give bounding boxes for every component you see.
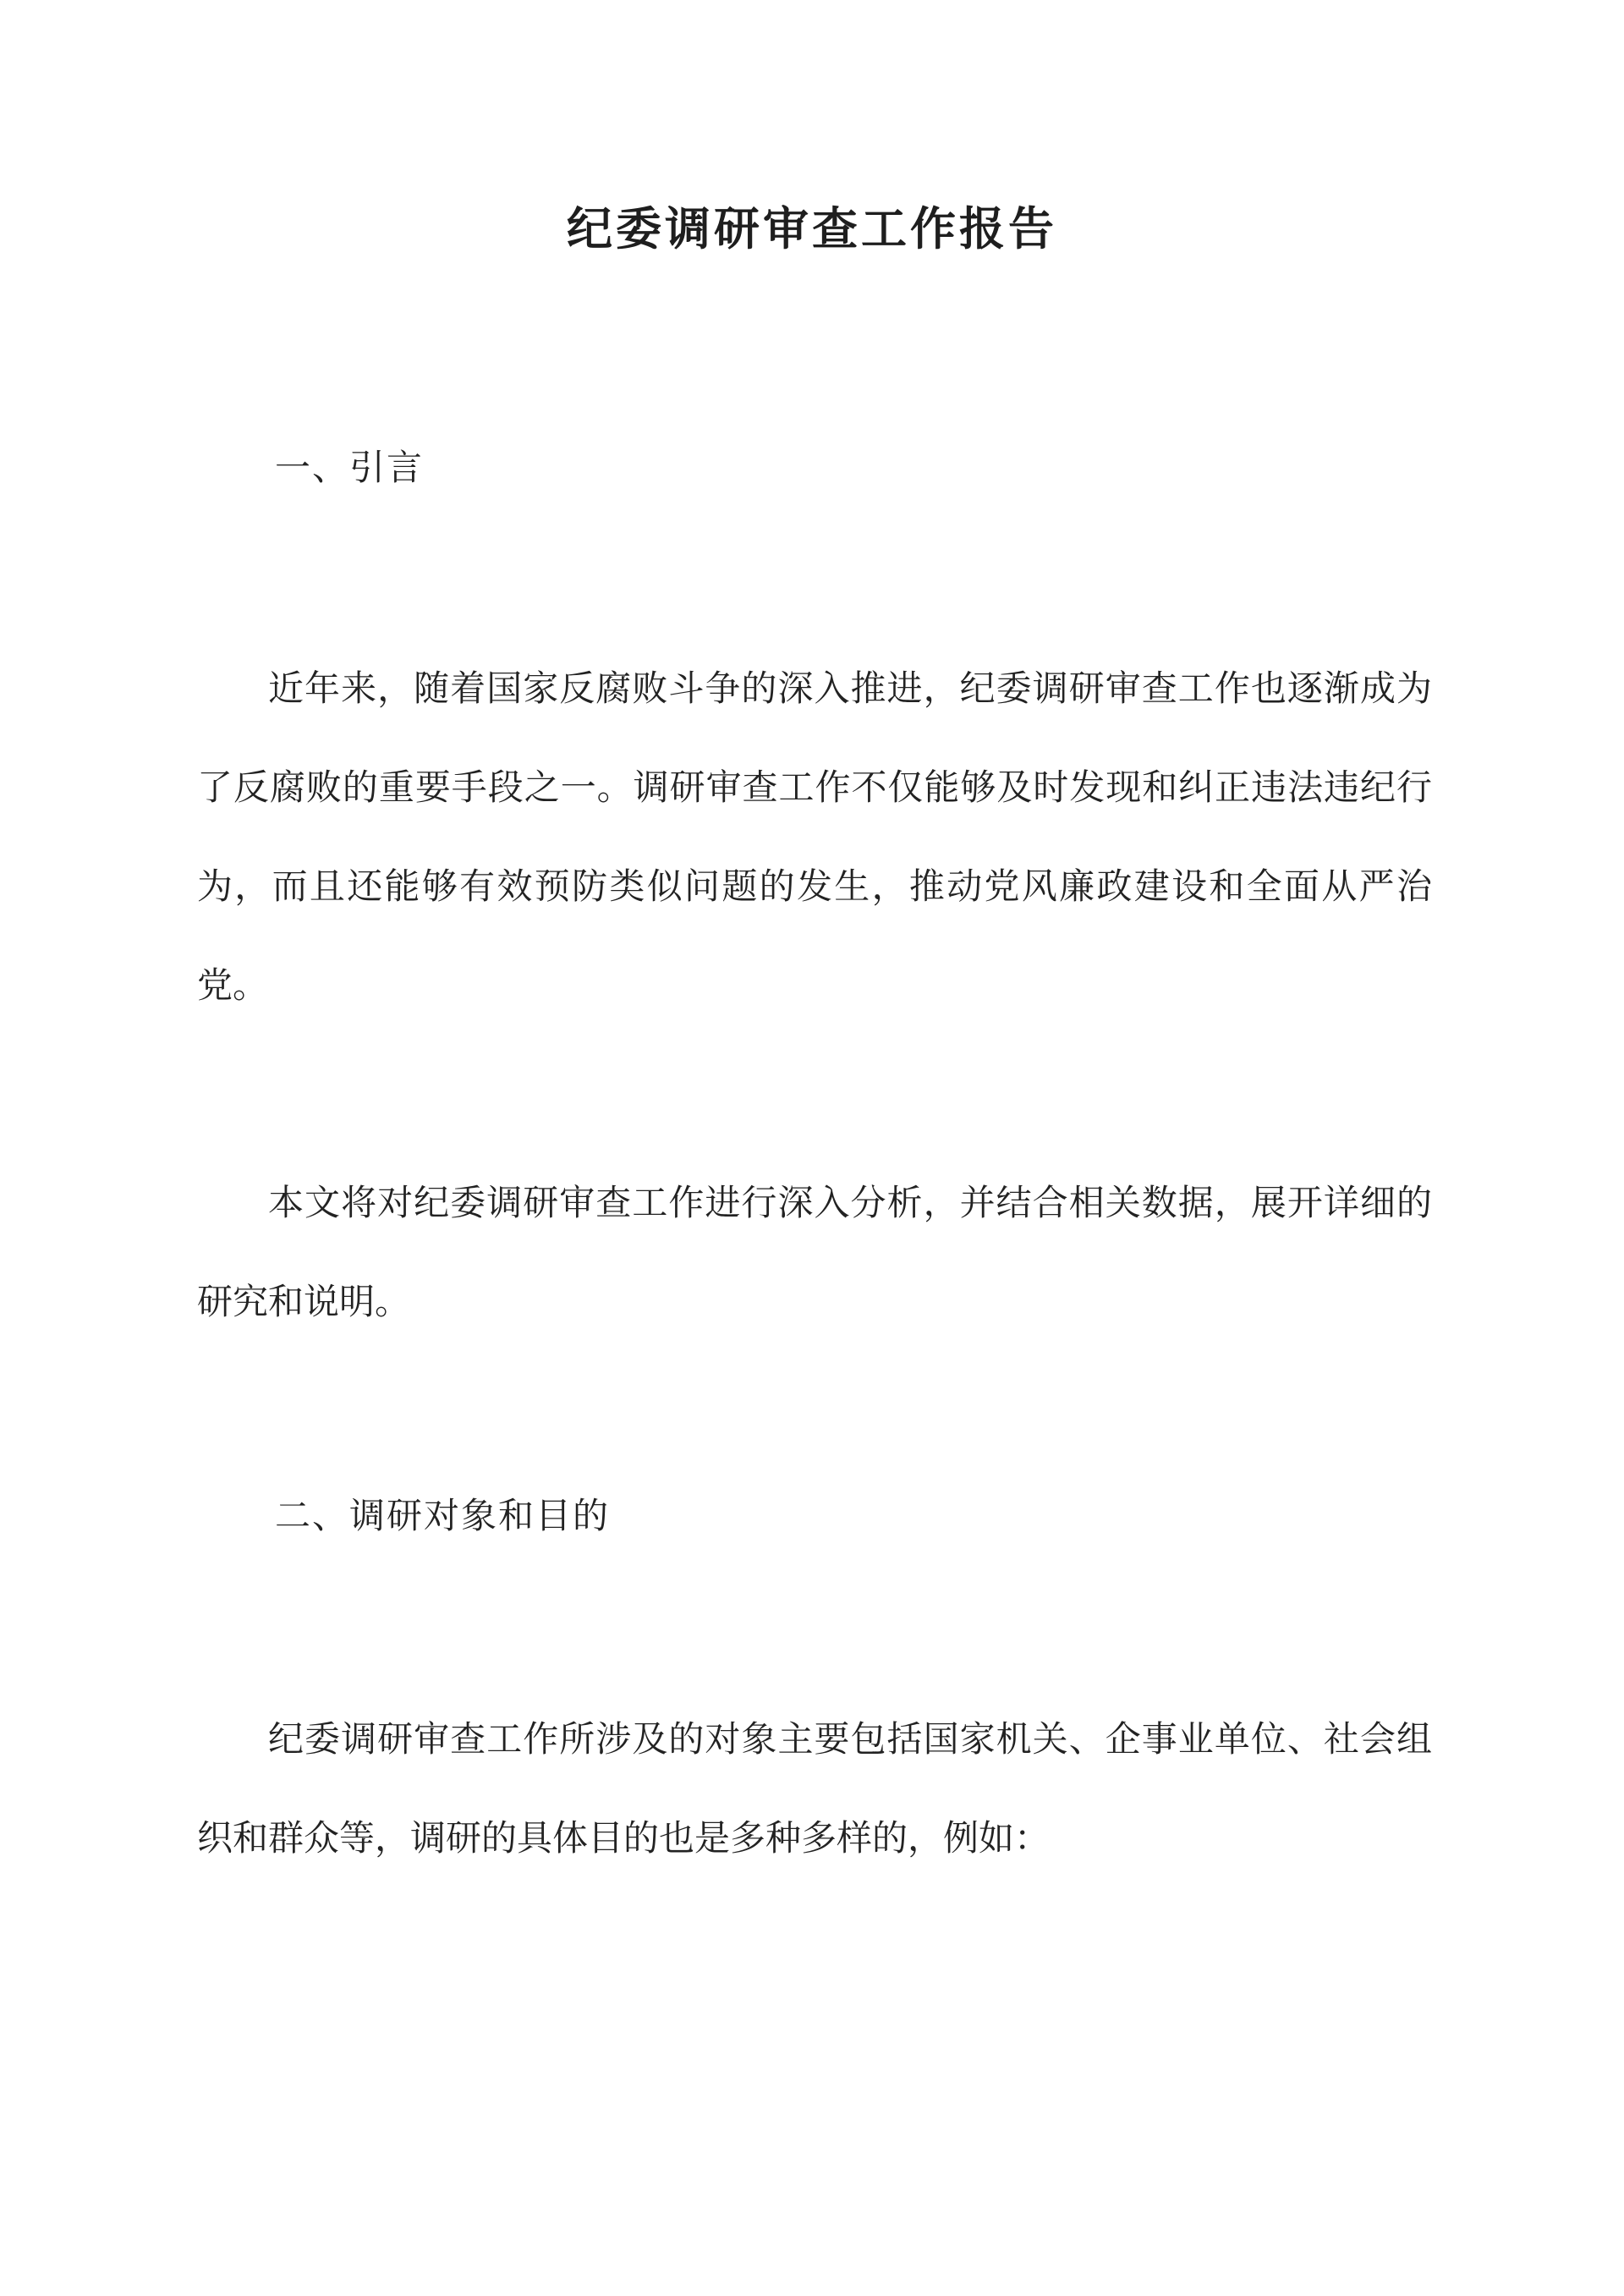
paragraph: 本文将对纪委调研审查工作进行深入分析，并结合相关数据，展开详细的研究和说明。: [197, 1182, 1432, 1322]
document-title: 纪委调研审查工作报告: [567, 201, 1057, 255]
section-heading-objects-and-purpose: 二、调研对象和目的: [275, 1495, 611, 1536]
paragraph: 近年来，随着国家反腐败斗争的深入推进，纪委调研审查工作也逐渐成为了反腐败的重要手段之一。调研审查工作不仅能够及时发现和纠正违法违纪行为，而且还能够有效预防类似问题的发生，推动党风廉政建设和全面从严治党。: [197, 667, 1432, 1006]
paragraph: 纪委调研审查工作所涉及的对象主要包括国家机关、企事业单位、社会组织和群众等，调研的具体目的也是多种多样的，例如：: [197, 1718, 1432, 1859]
section-heading-introduction: 一、引言: [275, 447, 425, 488]
